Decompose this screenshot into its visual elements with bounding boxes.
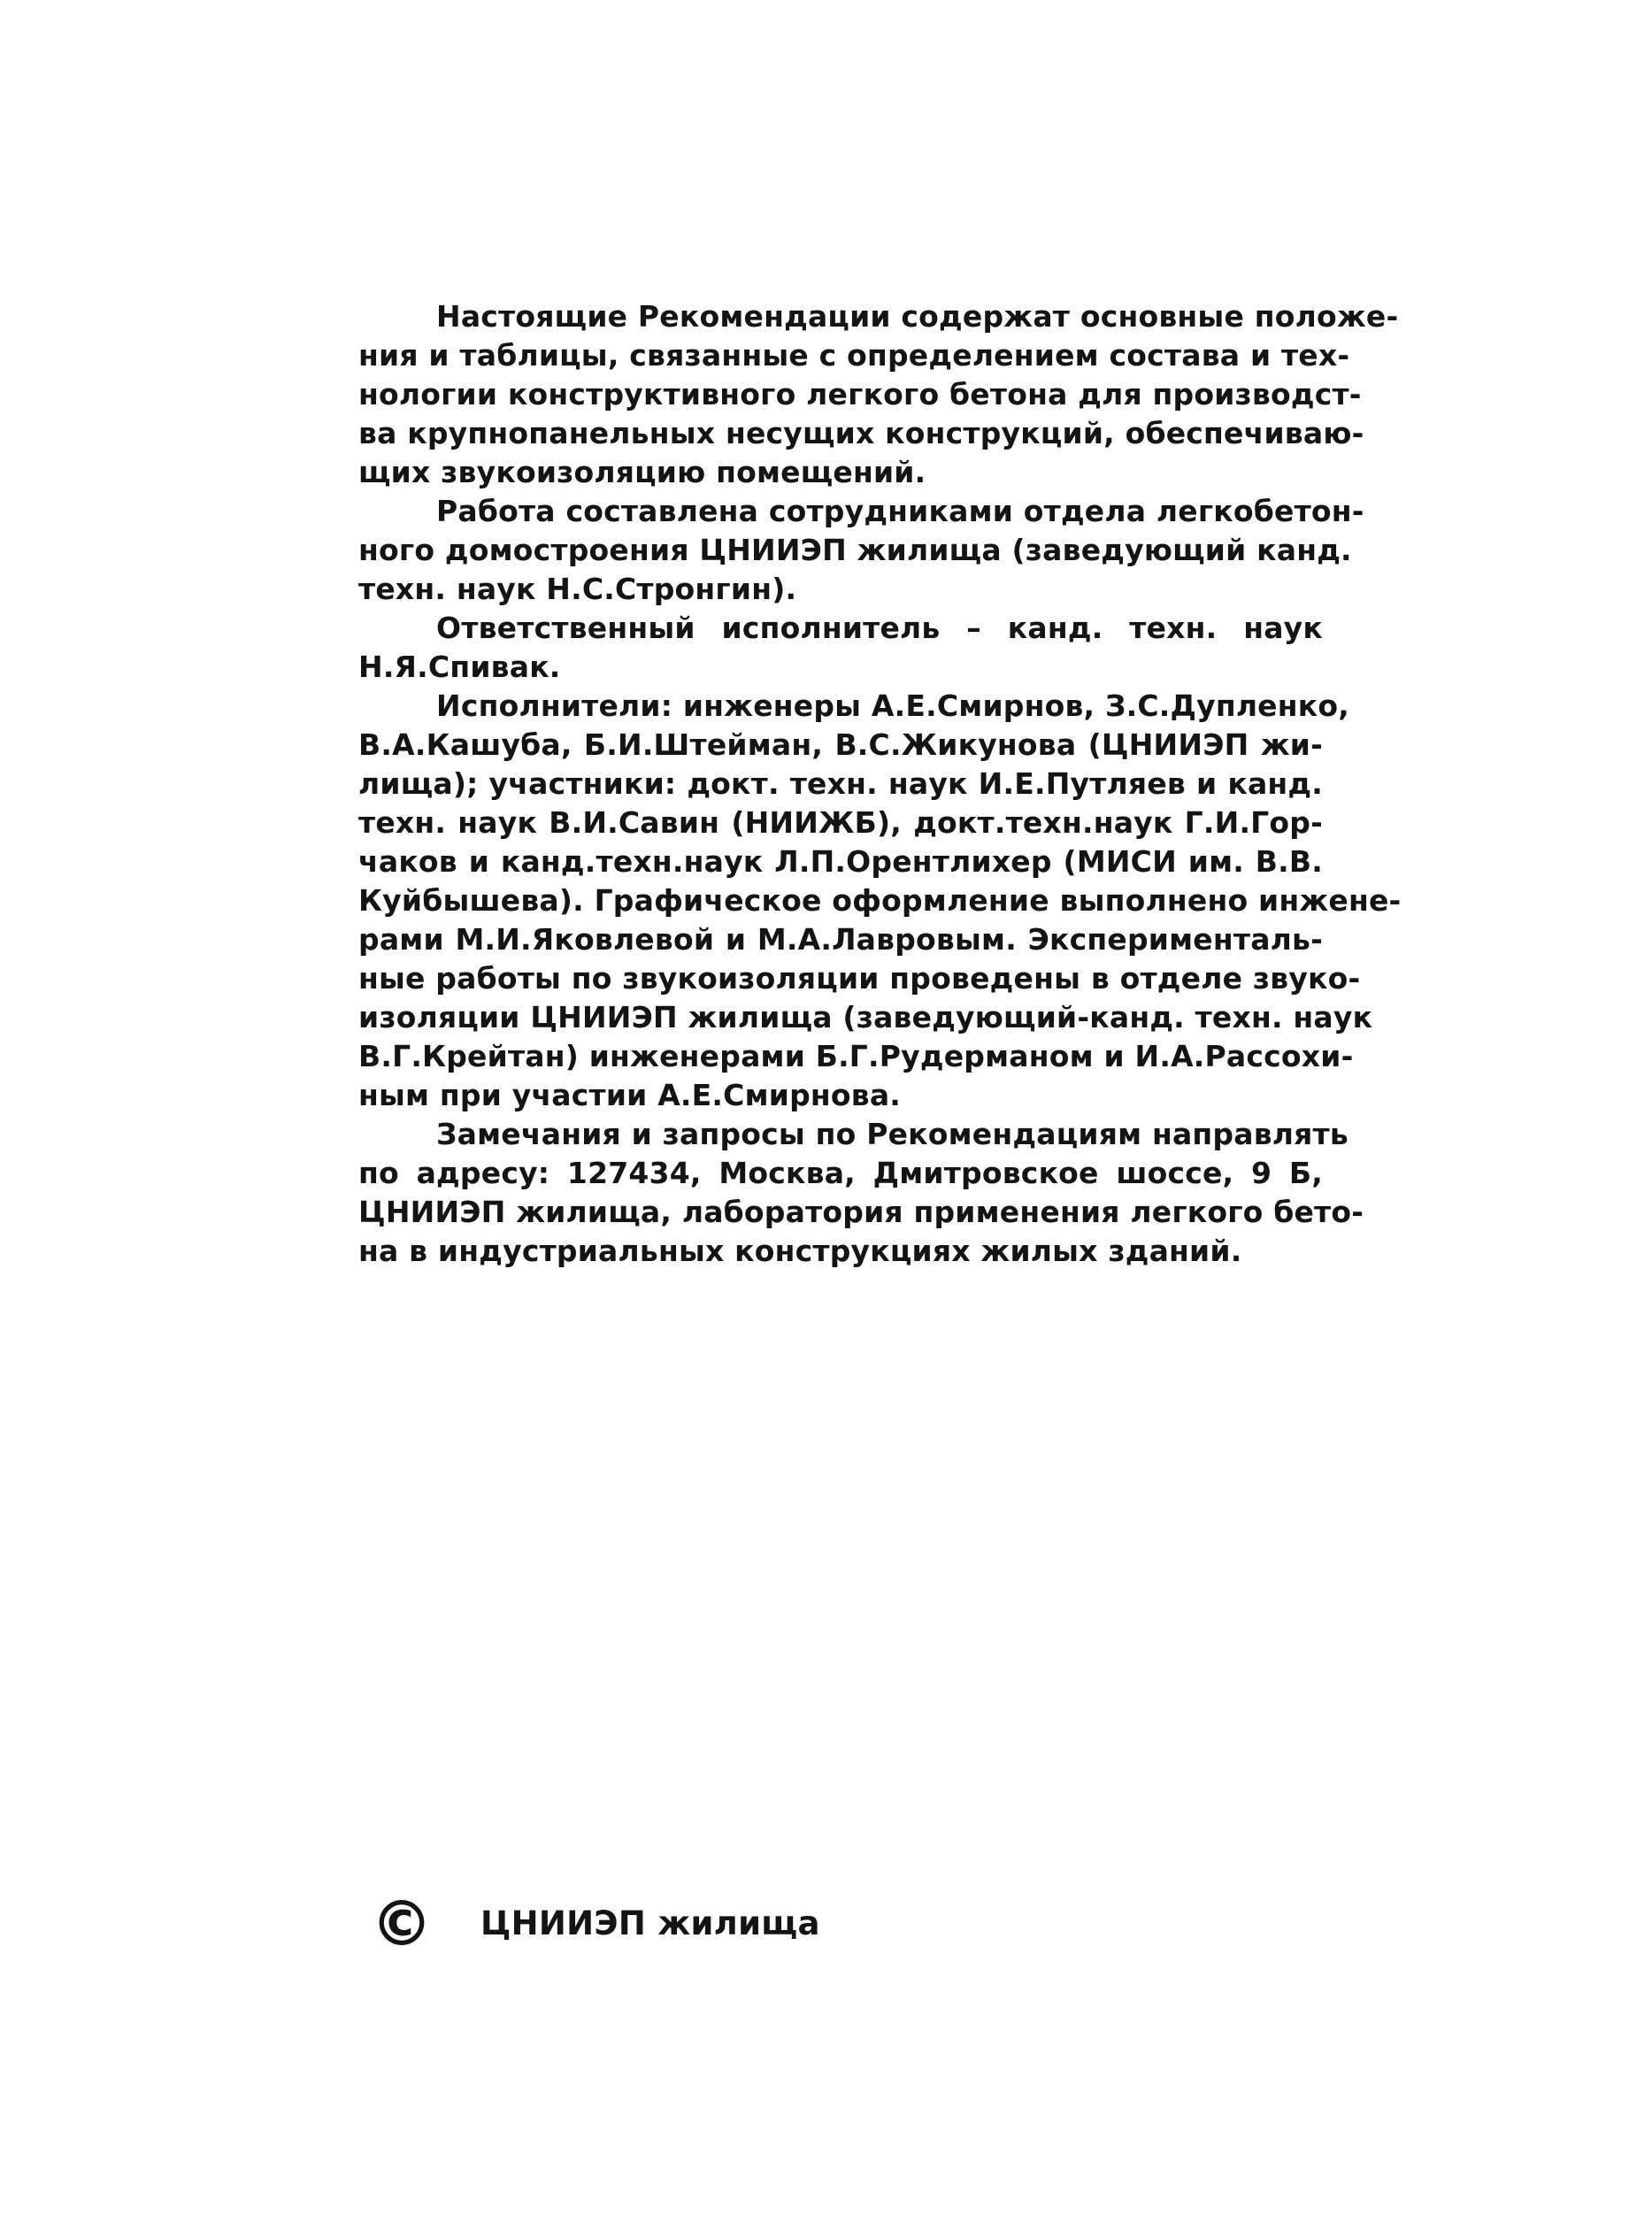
text-line: техн. наук Н.С.Стронгин). [358,572,797,606]
copyright-notice [370,1888,820,1960]
text-line: В.Г.Крейтан) инженерами Б.Г.Рудерманом и И.А.Рассохи- [358,1039,1354,1073]
text-line: Настоящие Рекомендации содержат основные положе- [436,299,1399,334]
paragraph-authors-department [358,492,1364,609]
text-line: Замечания и запросы по Рекомендациям направлять [436,1117,1348,1151]
copyright-icon: © [371,1888,433,1960]
text-line: В.А.Кашуба, Б.И.Штейман, В.С.Жикунова (ЦНИИЭП жи- [358,727,1323,762]
paragraph-responsible-executor [358,609,1323,687]
body-text [358,297,1402,1271]
text-line: рами М.И.Яковлевой и М.А.Лавровым. Эксперименталь- [358,922,1323,957]
text-line: по адресу: 127434, Москва, Дмитровское шоссе, 9 Б, [358,1156,1323,1190]
text-line: нологии конструктивного легкого бетона для производст- [358,377,1362,411]
text-line: Куйбышева). Графическое оформление выполнено инжене- [358,883,1402,918]
text-line: ния и таблицы, связанные с определением состава и тех- [358,338,1350,373]
text-line: ного домостроения ЦНИИЭП жилища (заведующий канд. [358,533,1352,567]
text-line: лища); участники: докт. техн. наук И.Е.Путляев и канд. [358,766,1323,801]
copyright-holder: ЦНИИЭП жилища [480,1904,820,1942]
text-line: ные работы по звукоизоляции проведены в отделе звуко- [358,961,1361,996]
text-line: ЦНИИЭП жилища, лаборатория применения легкого бето- [358,1195,1364,1229]
paragraph-contact-address [358,1115,1364,1271]
text-line: Н.Я.Спивак. [358,650,561,684]
paragraph-summary [358,297,1399,492]
text-line: Исполнители: инженеры А.Е.Смирнов, З.С.Дупленко, [436,688,1349,723]
text-line: щих звукоизоляцию помещений. [358,455,926,489]
text-line: Работа составлена сотрудниками отдела легкобетон- [436,494,1364,528]
text-line: на в индустриальных конструкциях жилых зданий. [358,1234,1242,1268]
text-line: Ответственный исполнитель – канд. техн. наук [436,611,1323,645]
text-line: техн. наук В.И.Савин (НИИЖБ), докт.техн.наук Г.И.Гор- [358,805,1323,840]
text-line: чаков и канд.техн.наук Л.П.Орентлихер (МИСИ им. В.В. [358,844,1323,879]
text-line: ва крупнопанельных несущих конструкций, обеспечиваю- [358,416,1364,450]
text-line: ным при участии А.Е.Смирнова. [358,1078,902,1112]
text-line: изоляции ЦНИИЭП жилища (заведующий-канд. техн. наук [358,1000,1373,1034]
paragraph-executors [358,687,1402,1115]
